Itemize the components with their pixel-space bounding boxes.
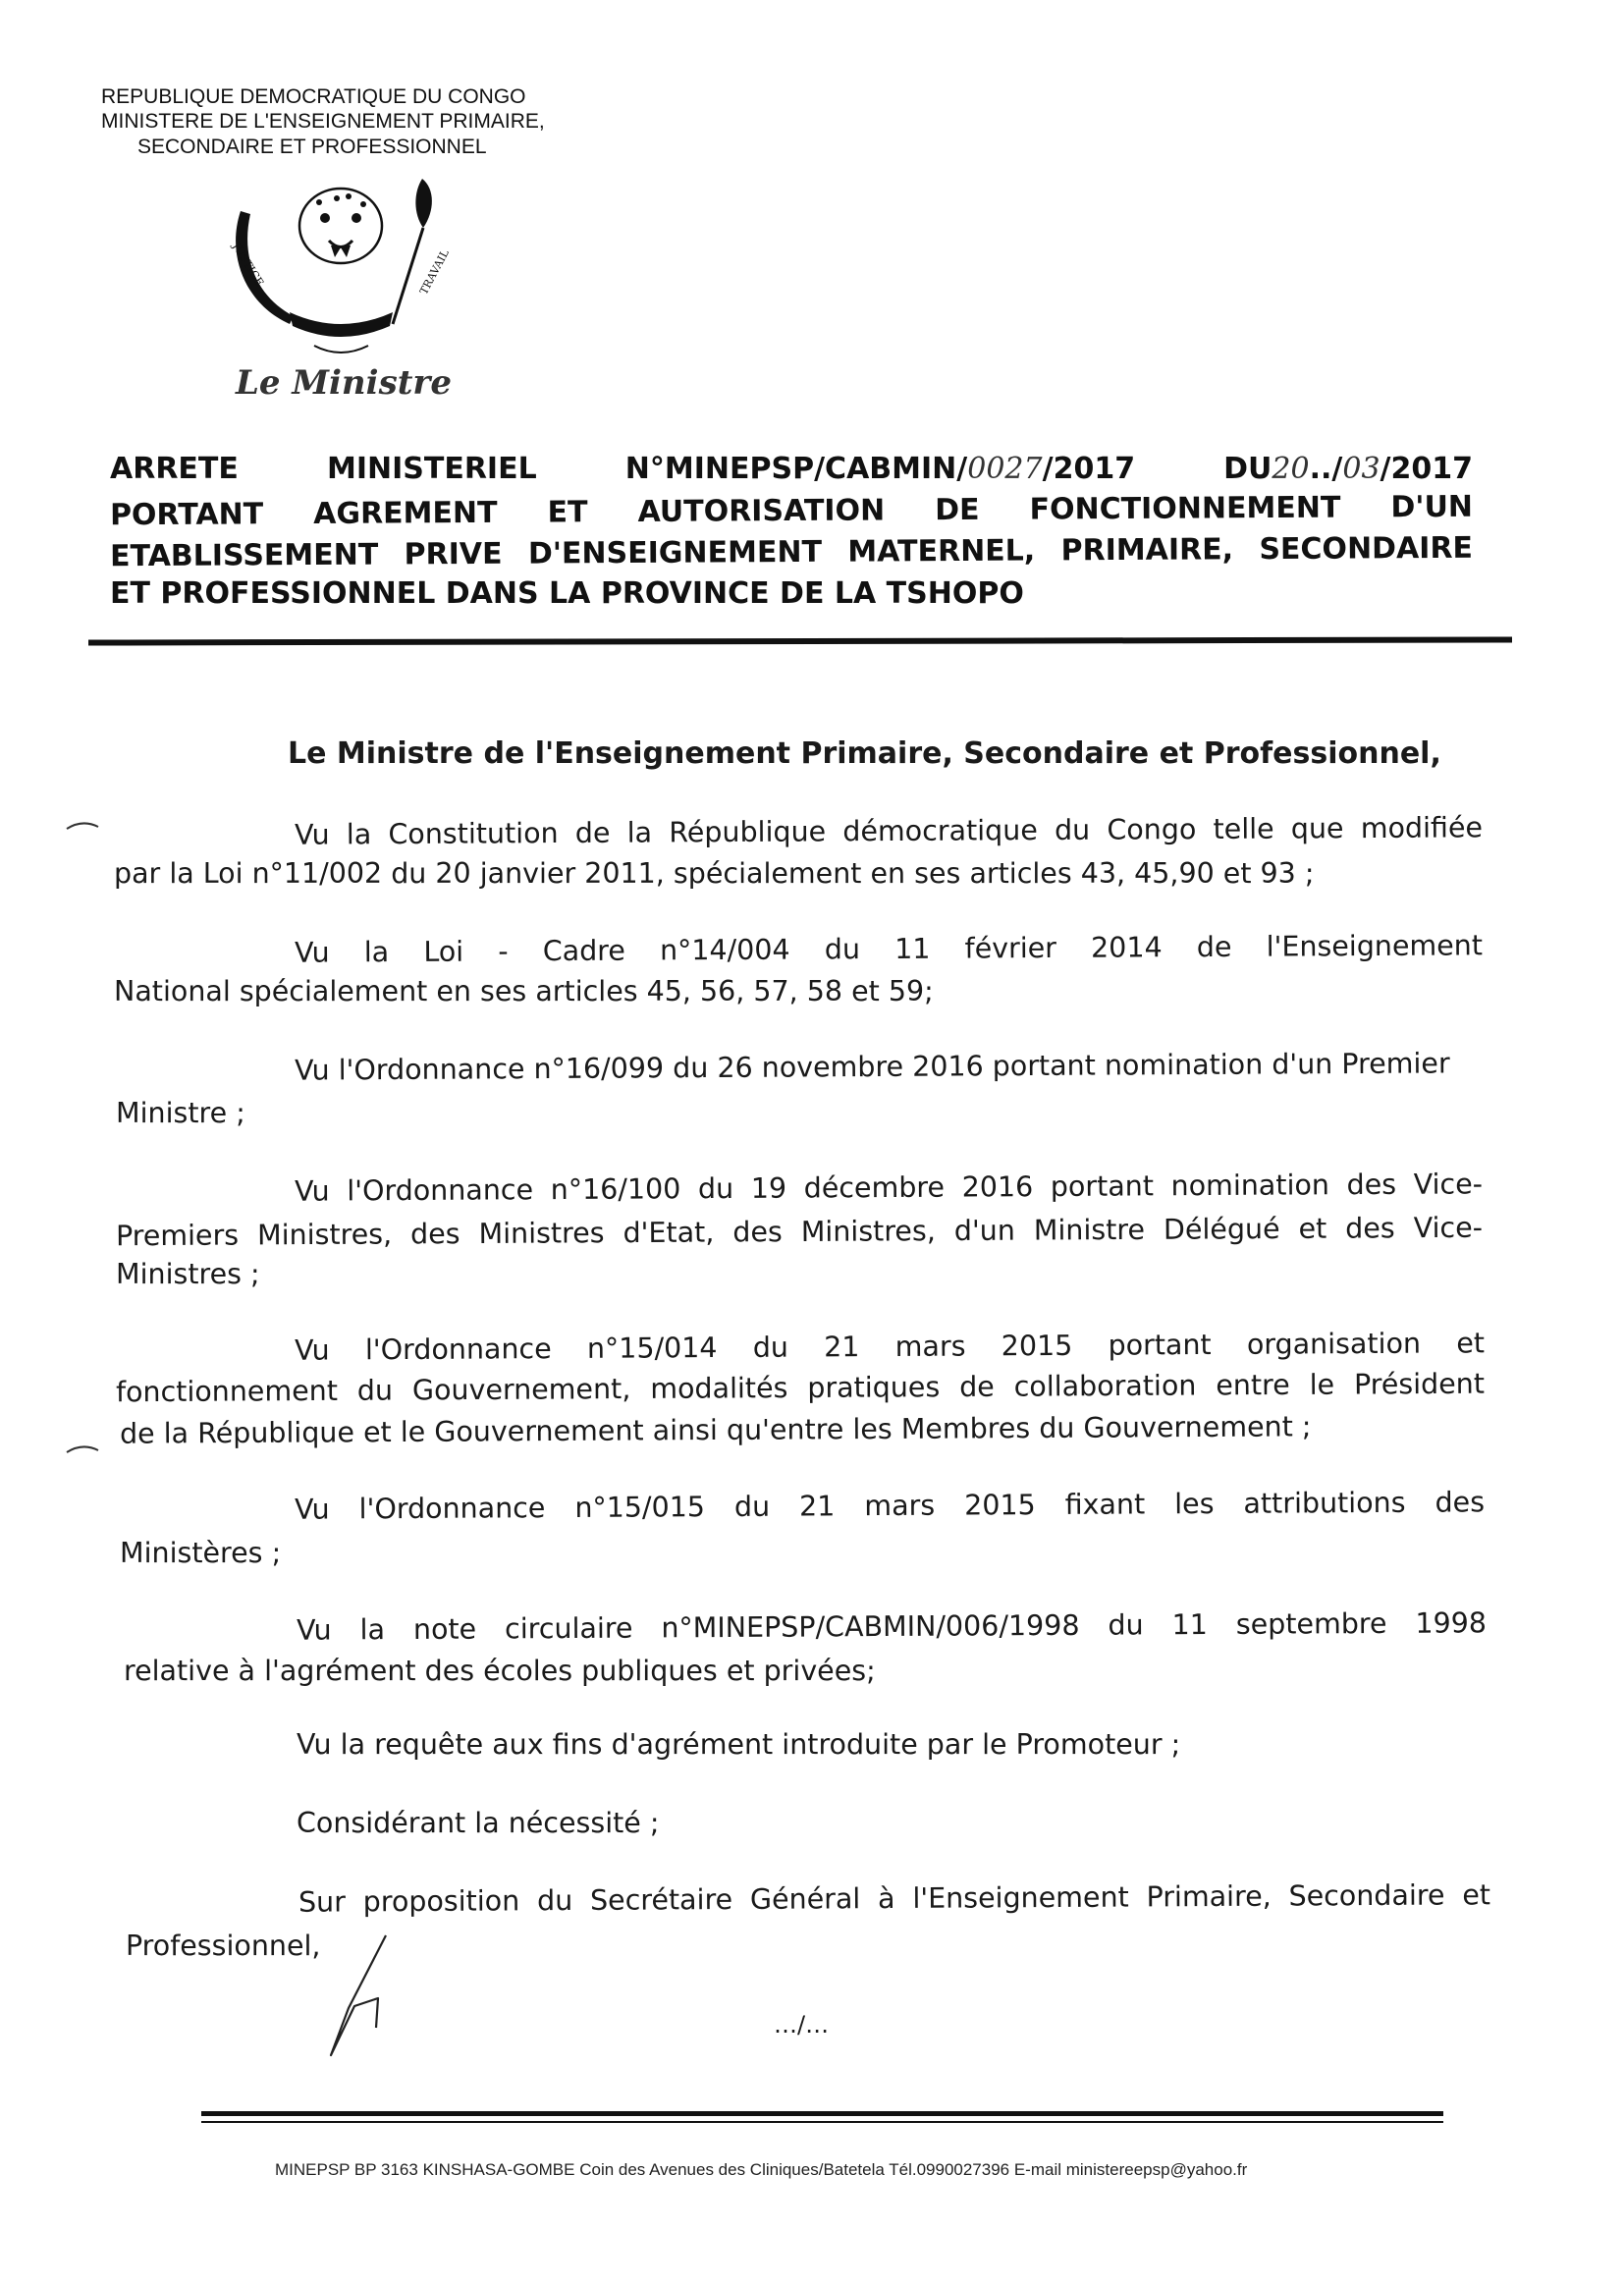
para-3-line-1: Vu l'Ordonnance n°16/099 du 26 novembre 2016 portant nomination d'un Premier [294,1047,1450,1087]
title-date-year: /2017 [1380,452,1473,486]
header-ministry: MINISTERE DE L'ENSEIGNEMENT PRIMAIRE, [101,110,545,133]
para-10-line-1: Sur proposition du Secrétaire Général à l'Enseignement Primaire, Secondaire et [298,1878,1491,1919]
para-4-line-1: Vu l'Ordonnance n°16/100 du 19 décembre 2016 portant nomination des Vice- [294,1168,1484,1208]
initials-mark [319,1930,398,2067]
margin-mark-top [65,815,104,835]
para-6-line-2: Ministères ; [120,1537,282,1569]
seal-text-justice: JUSTICE [229,241,267,289]
para-5-line-2: fonctionnement du Gouvernement, modalités pratiques de collaboration entre le Président [115,1367,1486,1409]
title-du: DU [1223,452,1272,486]
title-day-handwritten: 20 [1272,452,1310,486]
para-1-line-1: Vu la Constitution de la République démocratique du Congo telle que modifiée [294,811,1484,851]
title-ministeriel: MINISTERIEL [326,452,537,486]
title-arrete: ARRETE [110,452,239,486]
minister-heading: Le Ministre de l'Enseignement Primaire, Secondaire et Professionnel, [288,736,1441,771]
continuation-mark: …/… [774,2011,830,2039]
para-4-line-3: Ministres ; [116,1258,260,1290]
title-number-prefix: N°MINEPSP/CABMIN/ [624,452,968,486]
header-ministry-sub: SECONDAIRE ET PROFESSIONNEL [137,136,487,158]
header-republic: REPUBLIQUE DEMOCRATIQUE DU CONGO [101,85,526,108]
para-1-line-2: par la Loi n°11/002 du 20 janvier 2011, spécialement en ses articles 43, 45,90 et 93 ; [114,857,1315,890]
seal-text-travail: TRAVAIL [417,247,452,298]
seal-text-paix: PAIX [324,312,353,325]
title-line-1 [110,452,1473,486]
para-8: Vu la requête aux fins d'agrément introduite par le Promoteur ; [297,1728,1181,1761]
title-date-sep: ../ [1309,452,1343,486]
title-line-2: PORTANT AGREMENT ET AUTORISATION DE FONCTIONNEMENT D'UN [109,489,1474,533]
title-number [625,452,1135,486]
footer-contact: MINEPSP BP 3163 KINSHASA-GOMBE Coin des Avenues des Cliniques/Batetela Tél.0990027396 E-mail ministereepsp@yahoo.fr [275,2160,1248,2179]
title-line-4: ET PROFESSIONNEL DANS LA PROVINCE DE LA TSHOPO [110,576,1024,611]
title-divider [88,636,1512,645]
para-7-line-1: Vu la note circulaire n°MINEPSP/CABMIN/006/1998 du 11 septembre 1998 [296,1606,1488,1647]
title-number-handwritten: 0027 [967,452,1043,486]
para-6-line-1: Vu l'Ordonnance n°15/015 du 21 mars 2015 fixant les attributions des [294,1486,1486,1526]
para-5-line-3: de la République et le Gouvernement ainsi qu'entre les Membres du Gouvernement ; [119,1410,1312,1450]
para-3-line-2: Ministre ; [116,1097,245,1129]
margin-mark-bottom [65,1439,104,1458]
para-10-line-2: Professionnel, [126,1930,321,1962]
para-5-line-1: Vu l'Ordonnance n°15/014 du 21 mars 2015 portant organisation et [294,1327,1486,1367]
para-9: Considérant la nécessité ; [297,1807,660,1839]
para-7-line-2: relative à l'agrément des écoles publiques et privées; [124,1655,876,1687]
title-month-handwritten: 03 [1342,452,1380,486]
title-number-year: /2017 [1042,452,1136,486]
para-2-line-2: National spécialement en ses articles 45, 56, 57, 58 et 59; [114,975,934,1007]
footer-rule-thin [201,2121,1443,2123]
signature-title: Le Ministre [236,363,452,403]
title-date [1223,452,1473,486]
para-2-line-1: Vu la Loi - Cadre n°14/004 du 11 février 2014 de l'Enseignement [294,929,1484,969]
title-line-3: ETABLISSEMENT PRIVE D'ENSEIGNEMENT MATERNEL, PRIMAIRE, SECONDAIRE [109,530,1474,574]
footer-rule-thick [201,2111,1443,2116]
para-4-line-2: Premiers Ministres, des Ministres d'Etat, des Ministres, d'un Ministre Délégué et des Vice- [115,1211,1484,1253]
